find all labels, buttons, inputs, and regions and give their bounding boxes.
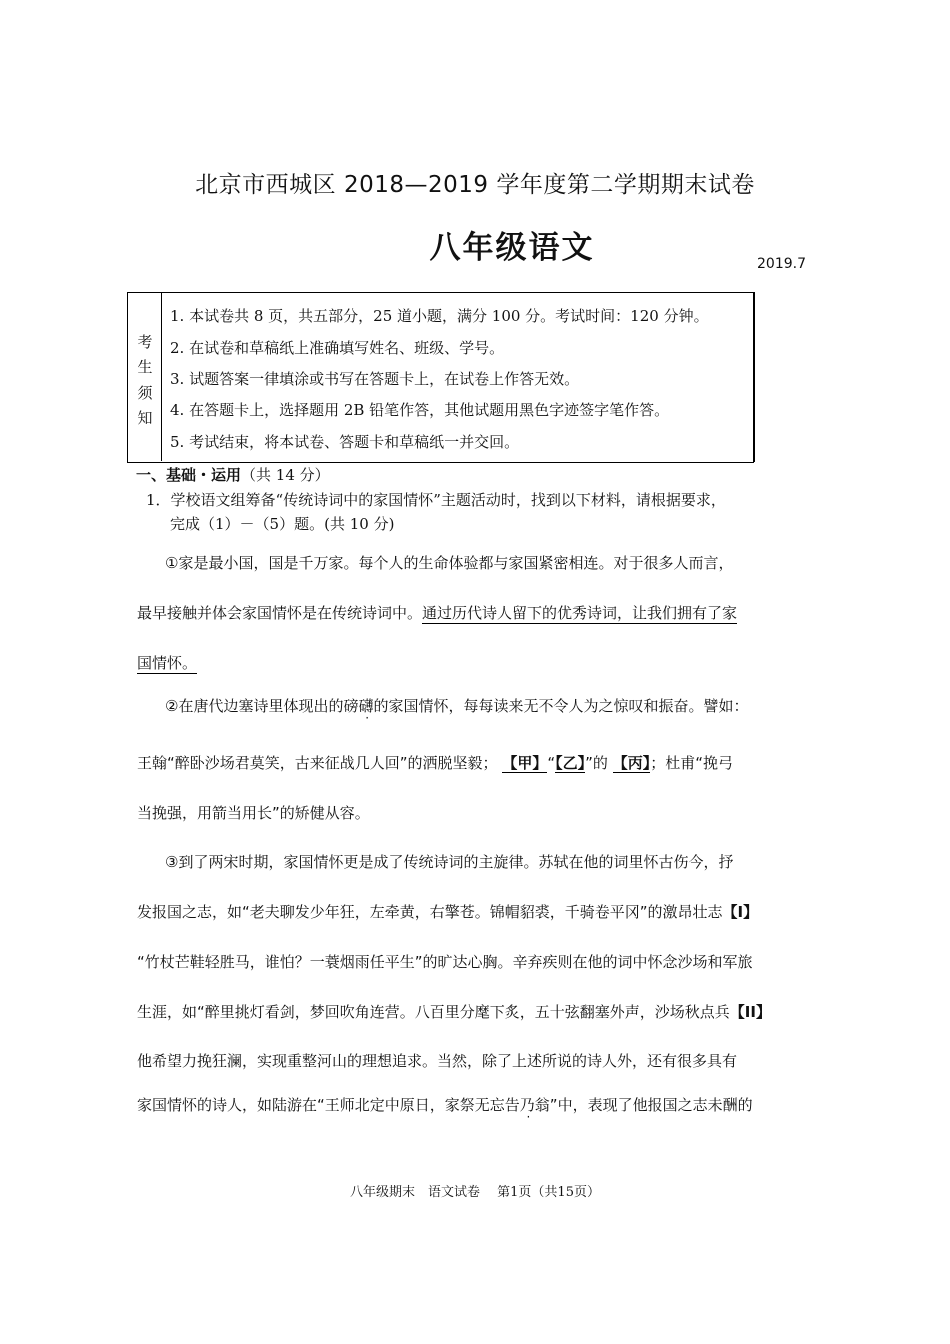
passage-line: ①家是最小国，国是千万家。每个人的生命体验都与家国紧密相连。对于很多人而言， [165,554,734,572]
marker-ii: 【II】 [729,1003,771,1021]
notice-label-char: 须 [137,384,153,402]
exam-subtitle: 八年级语文 [429,230,595,266]
blank-jia: 【甲】 [502,754,548,772]
notice-label-char: 考 [137,333,153,351]
underlined-sentence-end: 国情怀。 [137,654,198,672]
notice-item: 5. 考试结束，将本试卷、答题卡和草稿纸一并交回。 [170,433,520,451]
notice-label-char: 生 [137,358,153,376]
notice-item: 2. 在试卷和草稿纸上准确填写姓名、班级、学号。 [170,339,505,357]
passage-line [165,695,845,716]
passage-line: 他希望力挽狂澜，实现重整河山的理想追求。当然，除了上述所说的诗人外，还有很多具有 [137,1052,738,1070]
notice-label-char: 知 [137,409,153,427]
notice-item: 4. 在答题卡上，选择题用 2B 铅笔作答，其他试题用黑色字迹签字笔作答。 [170,401,670,419]
passage-line: “竹杖芒鞋轻胜马，谁怕？一蓑烟雨任平生”的旷达心胸。辛弃疾则在他的词中怀念沙场和军旅 [137,953,753,971]
passage-text: 的家国情怀，每每读来无不令人为之惊叹和振奋。譬如： [373,697,749,715]
dotted-char: 礴 [358,697,374,715]
notice-box-shadow [753,292,755,462]
passage-text: ②在唐代边塞诗里体现出的磅 [165,697,359,715]
marker-i: 【I】 [722,903,759,921]
passage-line [137,901,817,922]
section-heading [136,464,330,485]
section-points: （共 14 分） [241,466,330,484]
passage-line: 当挽强，用箭当用长”的矫健从容。 [137,804,370,822]
notice-item: 3. 试题答案一律填涂或书写在答题卡上，在试卷上作答无效。 [170,370,580,388]
question-1-line-2: 完成（1）－（5）题。(共 10 分) [170,515,395,533]
passage-text: 家国情怀的诗人，如陆游在“王师北定中原日，家祭无忘告 [137,1096,520,1114]
exam-title: 北京市西城区 2018—2019 学年度第二学期期末试卷 [195,172,755,198]
passage-text: 王翰“醉卧沙场君莫笑，古来征战几人回”的洒脱坚毅； [137,754,498,772]
passage-text: ；杜甫“挽弓 [650,754,733,772]
quote-close: ”的 [585,754,608,772]
passage-line: ③到了两宋时期，家国情怀更是成了传统诗词的主旋律。苏轼在他的词里怀古伤今，抒 [165,853,734,871]
page-footer: 八年级期末 语文试卷 第1页（共15页） [350,1185,600,1200]
passage-line [137,602,817,623]
passage-text: 最早接触并体会家国情怀是在传统诗词中。 [137,604,423,622]
underlined-sentence: 通过历代诗人留下的优秀诗词，让我们拥有了家 [422,604,738,622]
passage-line [137,1001,817,1022]
exam-date: 2019.7 [757,256,806,272]
passage-text: 翁”中，表现了他报国之志未酬的 [534,1096,753,1114]
quote-open: “ [547,754,556,772]
blank-yi: 【乙】 [555,754,586,772]
passage-text: 发报国之志，如“老夫聊发少年狂，左牵黄，右擎苍。锦帽貂裘，千骑卷平冈”的激昂壮志 [137,903,723,921]
passage-line [137,752,817,773]
passage-line [137,652,817,673]
notice-item: 1. 本试卷共 8 页，共五部分，25 道小题，满分 100 分。考试时间：120 分钟。 [170,307,709,325]
passage-line [137,1094,817,1115]
passage-text: 生涯，如“醉里挑灯看剑，梦回吹角连营。八百里分麾下炙，五十弦翻塞外声，沙场秋点兵 [137,1003,730,1021]
blank-bing: 【丙】 [612,754,651,772]
dotted-char: 乃 [519,1096,535,1114]
question-1-line-1: 1．学校语文组筹备“传统诗词中的家国情怀”主题活动时，找到以下材料，请根据要求， [146,491,726,509]
section-title: 一、基础・运用 [136,466,242,484]
